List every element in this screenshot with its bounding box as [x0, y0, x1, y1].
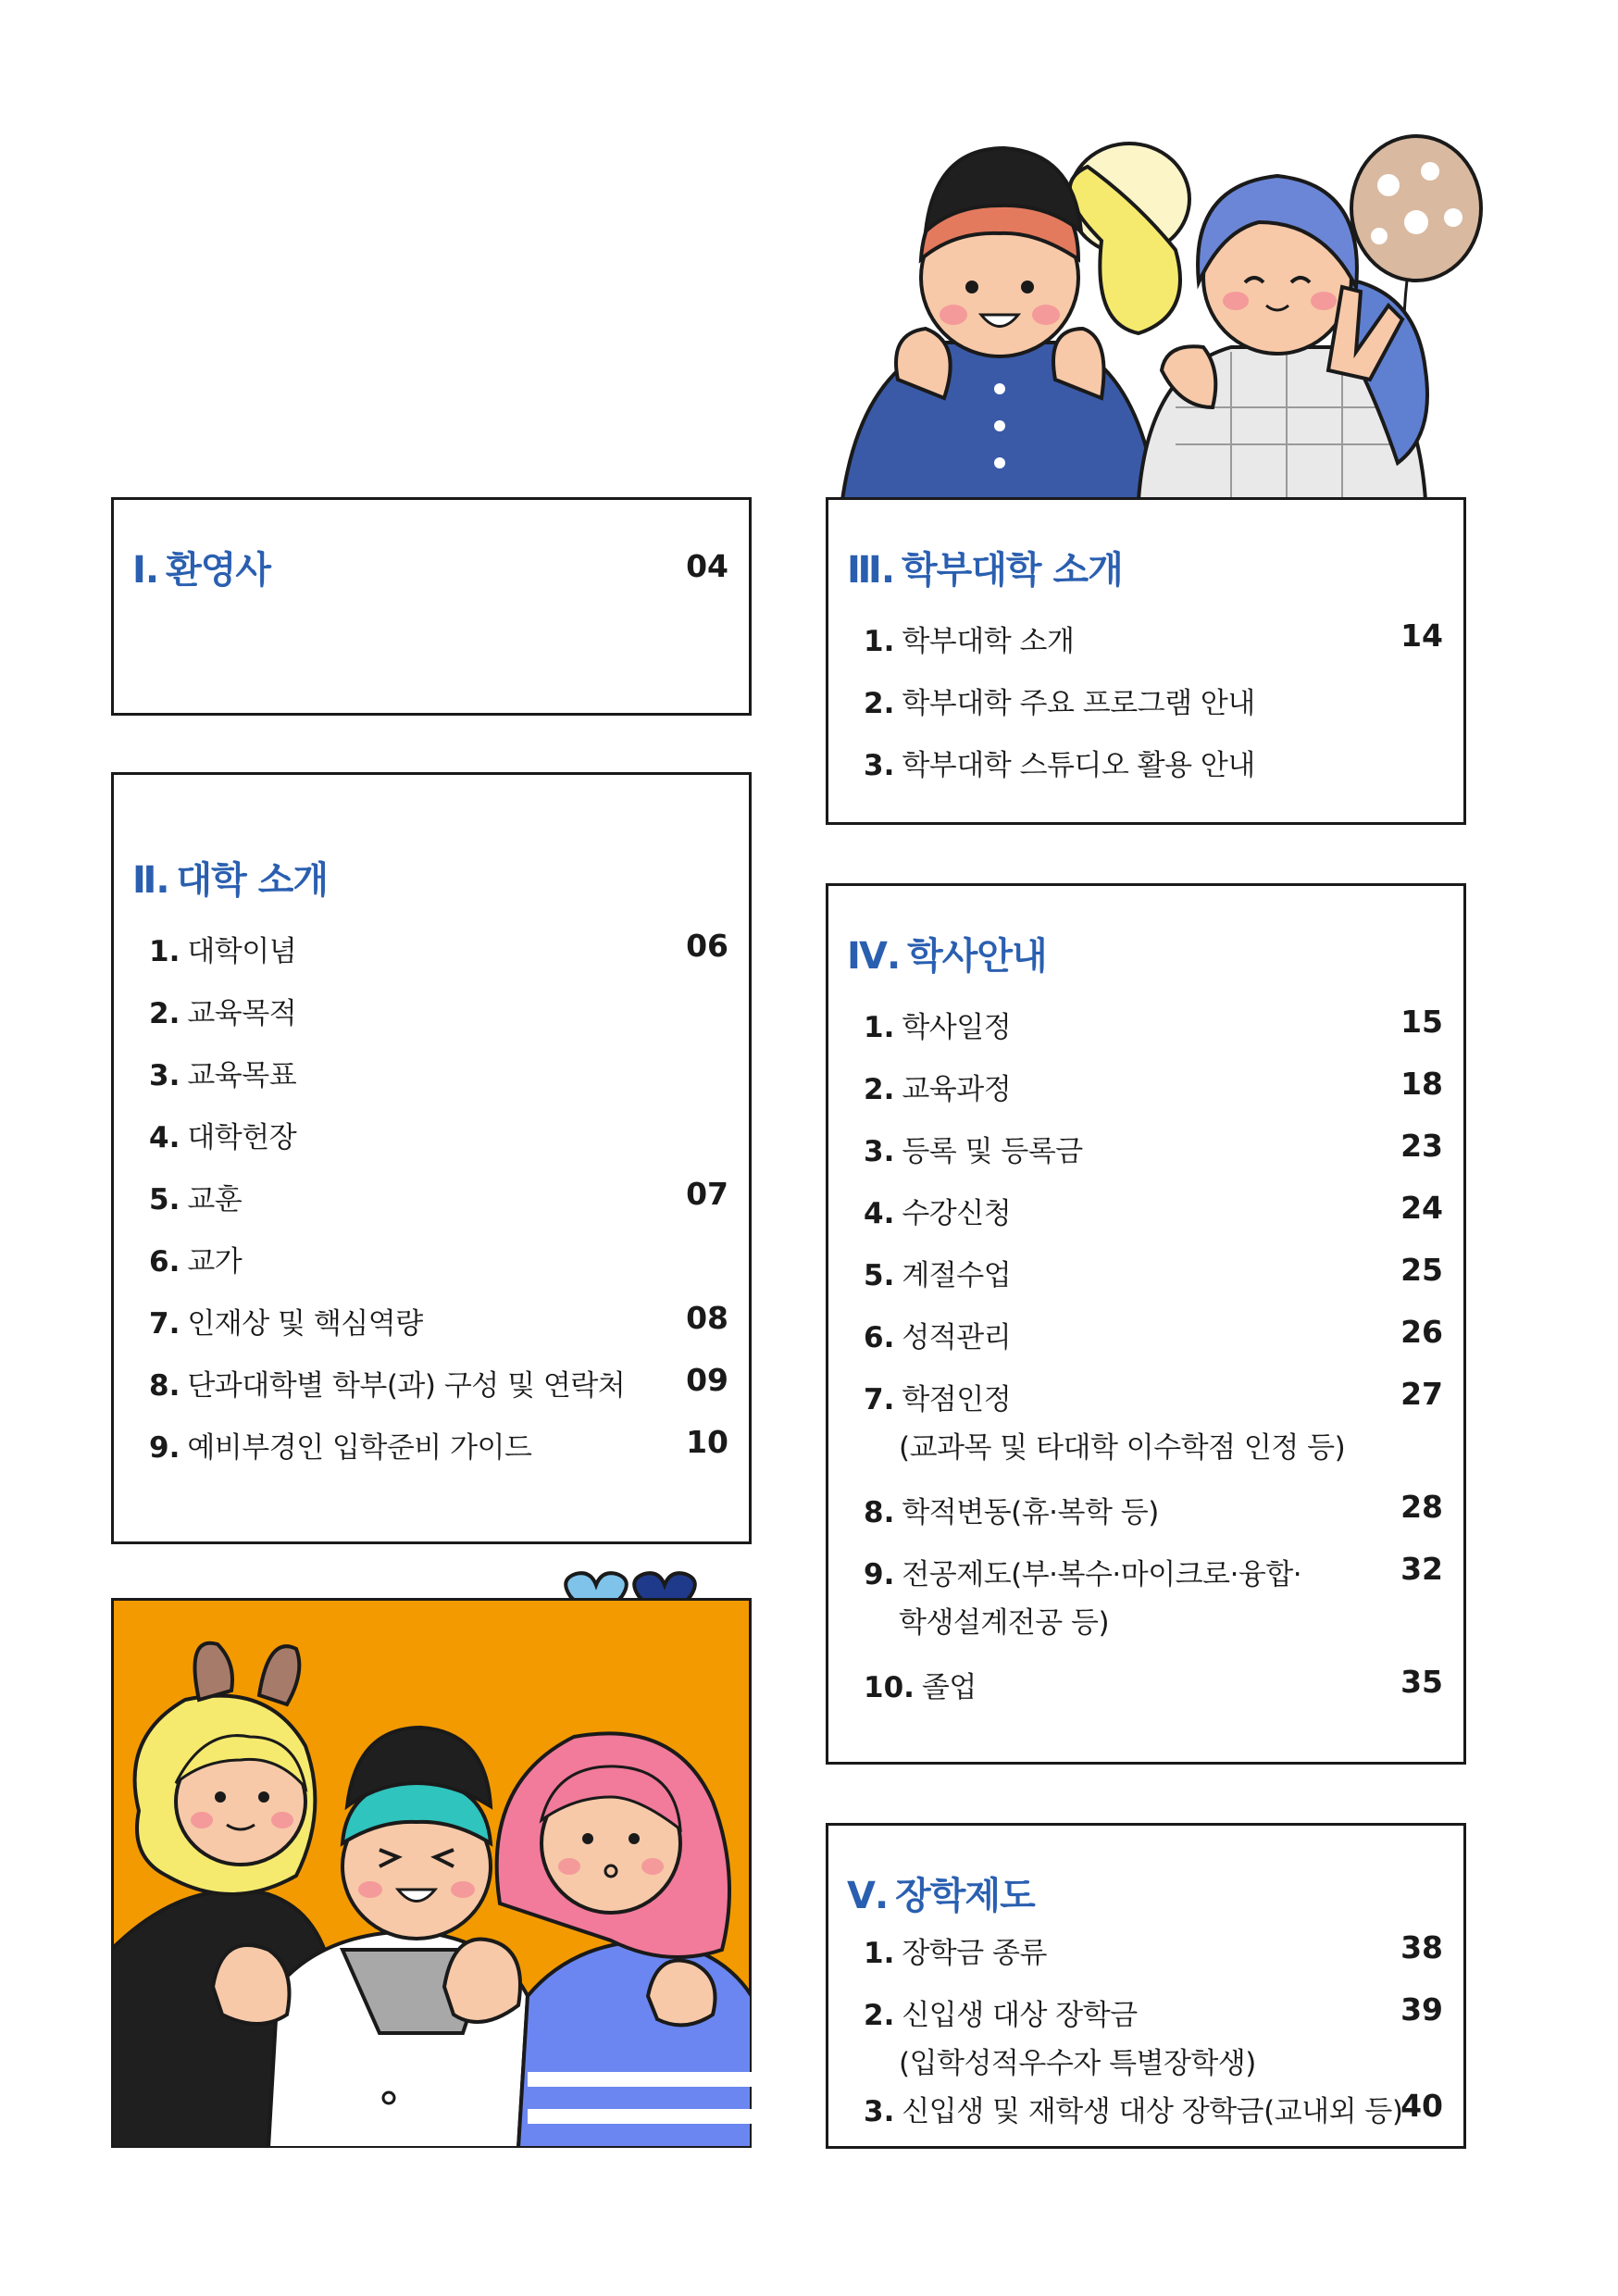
toc-item-number: 6.	[864, 1321, 895, 1354]
toc-item-title: 교훈	[187, 1183, 243, 1217]
toc-item-subtitle: (입학성적우수자 특별장학생)	[899, 2047, 1256, 2080]
toc-item-number: 8.	[149, 1369, 180, 1403]
section-page-number: 04	[686, 548, 728, 584]
toc-item-title: 학적변동(휴·복학 등)	[902, 1496, 1159, 1529]
toc-item-number: 2.	[149, 997, 180, 1030]
toc-item-page: 35	[1400, 1664, 1443, 1700]
toc-item-title: 신입생 대상 장학금	[902, 1999, 1138, 2032]
toc-item[interactable]	[864, 1929, 1443, 1976]
toc-item-title: 단과대학별 학부(과) 구성 및 연락처	[187, 1369, 626, 1403]
toc-item-title: 인재상 및 핵심역량	[187, 1307, 423, 1341]
toc-item-number: 3.	[864, 1135, 895, 1168]
toc-item-title: 학부대학 주요 프로그램 안내	[902, 687, 1255, 720]
toc-item-title: 대학헌장	[187, 1121, 297, 1154]
toc-item-page: 24	[1400, 1190, 1443, 1226]
toc-item-number: 3.	[864, 749, 895, 782]
toc-item-page: 18	[1400, 1066, 1443, 1102]
toc-item[interactable]	[864, 1376, 1443, 1465]
section-number: Ⅱ.	[132, 859, 169, 902]
toc-item-title: 학점인정	[902, 1383, 1012, 1416]
section-title[interactable]	[847, 927, 1047, 980]
toc-item[interactable]	[864, 1066, 1443, 1112]
toc-item[interactable]	[864, 1489, 1443, 1535]
toc-item[interactable]	[864, 1190, 1443, 1236]
toc-item[interactable]	[149, 1238, 728, 1284]
toc-item-title: 신입생 및 재학생 대상 장학금(교내외 등)	[902, 2095, 1403, 2128]
toc-item-title: 졸업	[921, 1671, 977, 1704]
toc-item[interactable]	[149, 1114, 728, 1160]
toc-item-number: 7.	[864, 1383, 895, 1416]
toc-item-page: 39	[1400, 1991, 1443, 2028]
three-friends-illustration	[111, 1598, 752, 2148]
toc-item-page: 40	[1400, 2088, 1443, 2124]
section-university-intro-box	[111, 772, 752, 1544]
section-title-text: 학부대학 소개	[902, 549, 1123, 592]
toc-item-page: 25	[1400, 1252, 1443, 1288]
toc-item-page: 32	[1400, 1551, 1443, 1587]
toc-item[interactable]	[864, 618, 1443, 664]
toc-item[interactable]	[149, 1424, 728, 1470]
toc-item-number: 2.	[864, 687, 895, 720]
section-number: Ⅲ.	[847, 549, 895, 592]
toc-item[interactable]	[864, 2088, 1443, 2134]
toc-item[interactable]	[864, 1314, 1443, 1360]
toc-item-title: 예비부경인 입학준비 가이드	[187, 1431, 532, 1465]
toc-item-number: 1.	[864, 1011, 895, 1044]
toc-item-title: 성적관리	[902, 1321, 1012, 1354]
toc-item-page: 14	[1400, 618, 1443, 654]
toc-item-title: 학부대학 소개	[902, 625, 1075, 658]
toc-item-number: 3.	[864, 2095, 895, 2128]
toc-item-page: 08	[686, 1300, 728, 1336]
toc-item[interactable]	[149, 990, 728, 1036]
section-title-text: 대학 소개	[176, 859, 329, 902]
toc-item[interactable]	[864, 1004, 1443, 1050]
toc-item[interactable]	[864, 1252, 1443, 1298]
toc-item-page: 38	[1400, 1929, 1443, 1965]
toc-item-title: 교육목적	[187, 997, 297, 1030]
toc-item-number: 4.	[864, 1197, 895, 1230]
toc-item-number: 1.	[864, 625, 895, 658]
section-title[interactable]	[847, 541, 1123, 593]
toc-item-page: 15	[1400, 1004, 1443, 1040]
toc-item-number: 9.	[864, 1558, 895, 1591]
toc-item-page: 10	[686, 1424, 728, 1460]
toc-item[interactable]	[149, 1300, 728, 1346]
section-title[interactable]	[132, 541, 270, 593]
toc-item-page: 28	[1400, 1489, 1443, 1525]
toc-item-number: 5.	[149, 1183, 180, 1217]
toc-item-page: 23	[1400, 1128, 1443, 1164]
section-number: Ⅳ.	[847, 935, 901, 978]
toc-item-title: 전공제도(부·복수·마이크로·융합·	[902, 1558, 1302, 1591]
toc-item[interactable]	[149, 1362, 728, 1408]
toc-item-title: 계절수업	[902, 1259, 1012, 1292]
toc-item[interactable]	[149, 928, 728, 974]
toc-item[interactable]	[864, 1664, 1443, 1710]
toc-item-number: 1.	[864, 1937, 895, 1970]
section-title[interactable]	[847, 1866, 1035, 1919]
toc-item-title: 학부대학 스튜디오 활용 안내	[902, 749, 1255, 782]
toc-item-number: 2.	[864, 1073, 895, 1106]
section-college-intro-box	[826, 497, 1466, 825]
toc-item[interactable]	[149, 1052, 728, 1098]
toc-item-number: 2.	[864, 1999, 895, 2032]
toc-item-number: 6.	[149, 1245, 180, 1279]
section-academic-info-box	[826, 883, 1466, 1765]
toc-item-page: 26	[1400, 1314, 1443, 1350]
toc-item[interactable]	[864, 680, 1443, 726]
section-number: Ⅰ.	[132, 549, 159, 592]
toc-item[interactable]	[864, 1551, 1443, 1640]
toc-item[interactable]	[149, 1176, 728, 1222]
toc-item-page: 06	[686, 928, 728, 964]
section-title-text: 학사안내	[907, 935, 1047, 978]
toc-item-title: 교가	[187, 1245, 243, 1279]
toc-item-number: 7.	[149, 1307, 180, 1341]
toc-item-title: 등록 및 등록금	[902, 1135, 1083, 1168]
toc-item-page: 27	[1400, 1376, 1443, 1412]
section-title[interactable]	[132, 851, 328, 904]
toc-item-page: 09	[686, 1362, 728, 1398]
section-number: Ⅴ.	[847, 1875, 889, 1917]
toc-item-page: 07	[686, 1176, 728, 1212]
toc-item-number: 4.	[149, 1121, 180, 1154]
toc-item-title: 교육목표	[187, 1059, 297, 1092]
toc-item[interactable]	[864, 742, 1443, 788]
section-title-text: 환영사	[166, 549, 270, 592]
toc-item-title: 대학이념	[187, 935, 297, 968]
section-title-text: 장학제도	[895, 1875, 1035, 1917]
toc-item-number: 5.	[864, 1259, 895, 1292]
toc-item-subtitle: (교과목 및 타대학 이수학점 인정 등)	[899, 1431, 1346, 1465]
toc-item[interactable]	[864, 1128, 1443, 1174]
toc-item-number: 3.	[149, 1059, 180, 1092]
toc-item-title: 수강신청	[902, 1197, 1012, 1230]
toc-item-title: 학사일정	[902, 1011, 1012, 1044]
toc-item-title: 장학금 종류	[902, 1937, 1047, 1970]
toc-item-subtitle: 학생설계전공 등)	[899, 1606, 1110, 1640]
toc-item-title: 교육과정	[902, 1073, 1012, 1106]
section-scholarship-box	[826, 1823, 1466, 2149]
section-welcome-box	[111, 497, 752, 716]
toc-item-number: 1.	[149, 935, 180, 968]
toc-item-number: 10.	[864, 1671, 915, 1704]
students-with-balloons-illustration	[824, 130, 1509, 500]
toc-item-number: 9.	[149, 1431, 180, 1465]
toc-item[interactable]	[864, 1991, 1443, 2080]
toc-item-number: 8.	[864, 1496, 895, 1529]
